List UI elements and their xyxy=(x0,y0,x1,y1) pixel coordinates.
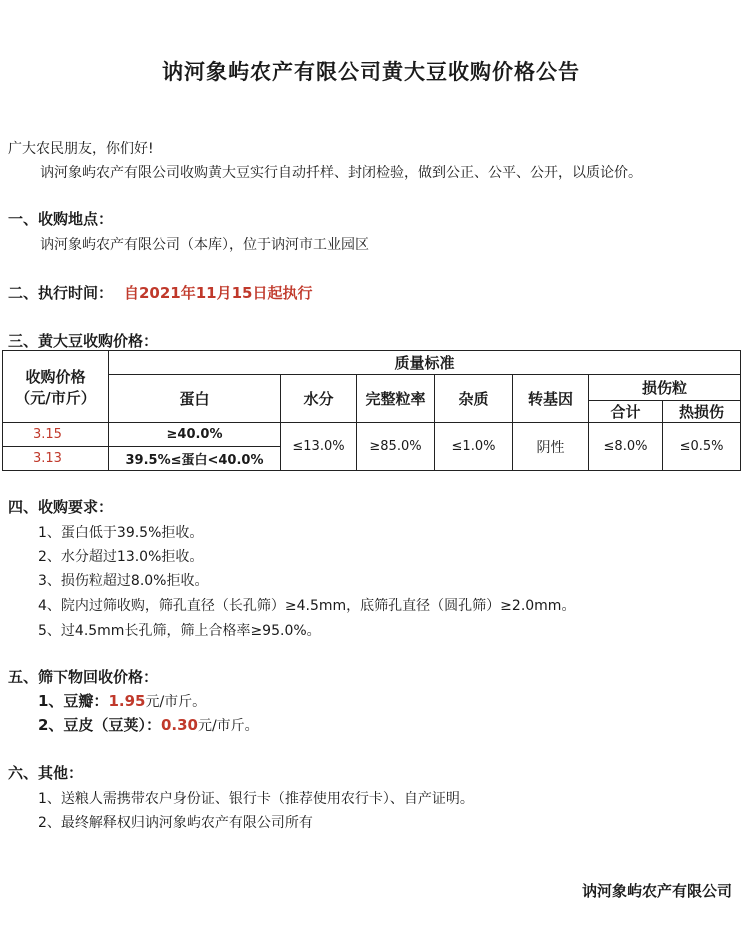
impurity-header: 杂质 xyxy=(435,375,513,423)
byproduct-item-bean-hull xyxy=(38,714,259,735)
price-column-header xyxy=(3,351,109,423)
requirement-item: 2、水分超过13.0%拒收。 xyxy=(38,549,204,565)
byproduct-label: 2、豆皮（豆荚）： xyxy=(38,716,161,734)
requirement-item: 1、蛋白低于39.5%拒收。 xyxy=(38,525,204,541)
price-header-line-1: 收购价格 xyxy=(25,367,86,386)
protein-value: ≥40.0% xyxy=(109,423,281,447)
purchase-location-text: 讷河象屿农产有限公司（本库），位于讷河市工业园区 xyxy=(40,237,369,253)
heat-damage-value: ≤0.5% xyxy=(663,423,741,471)
damaged-kernel-header: 损伤粒 xyxy=(589,375,741,401)
requirement-item: 3、损伤粒超过8.0%拒收。 xyxy=(38,573,209,589)
gmo-header: 转基因 xyxy=(513,375,589,423)
damaged-total-header: 合计 xyxy=(589,401,663,423)
quality-standard-header: 质量标准 xyxy=(109,351,741,375)
gmo-value: 阴性 xyxy=(513,423,589,471)
moisture-header: 水分 xyxy=(281,375,357,423)
section-byproduct-price-heading: 五、筛下物回收价格： xyxy=(8,668,159,686)
price-table xyxy=(2,350,741,471)
page-title: 讷河象屿农产有限公司黄大豆收购价格公告 xyxy=(162,60,580,84)
byproduct-unit: 元/市斤。 xyxy=(197,718,259,734)
protein-header: 蛋白 xyxy=(109,375,281,423)
section-other-heading: 六、其他： xyxy=(8,764,84,782)
price-value: 3.15 xyxy=(3,423,109,447)
requirement-item: 4、院内过筛收购，筛孔直径（长孔筛）≥4.5mm，底筛孔直径（圆孔筛）≥2.0mm。 xyxy=(38,598,576,614)
impurity-value: ≤1.0% xyxy=(435,423,513,471)
section-execution-time-heading: 二、执行时间： xyxy=(8,284,114,302)
section-price-heading: 三、黄大豆收购价格： xyxy=(8,332,159,350)
byproduct-label: 1、豆瓣： xyxy=(38,692,109,710)
byproduct-unit: 元/市斤。 xyxy=(145,694,207,710)
byproduct-price: 1.95 xyxy=(108,692,146,710)
heat-damage-header: 热损伤 xyxy=(663,401,741,423)
byproduct-item-bean-flap xyxy=(38,690,206,711)
section-purchase-location-heading: 一、收购地点： xyxy=(8,210,114,228)
price-value: 3.13 xyxy=(3,447,109,471)
requirement-item: 5、过4.5mm长孔筛，筛上合格率≥95.0%。 xyxy=(38,623,321,639)
protein-value: 39.5%≤蛋白<40.0% xyxy=(109,447,281,471)
damaged-total-value: ≤8.0% xyxy=(589,423,663,471)
intro-text: 讷河象屿农产有限公司收购黄大豆实行自动扦样、封闭检验，做到公正、公平、公开，以质论价。 xyxy=(40,165,642,181)
company-signature: 讷河象屿农产有限公司 xyxy=(581,882,732,900)
other-item: 2、最终解释权归讷河象屿农产有限公司所有 xyxy=(38,815,313,831)
intact-rate-value: ≥85.0% xyxy=(357,423,435,471)
other-item: 1、送粮人需携带农户身份证、银行卡（推荐使用农行卡）、自产证明。 xyxy=(38,791,474,807)
byproduct-price: 0.30 xyxy=(160,716,198,734)
moisture-value: ≤13.0% xyxy=(281,423,357,471)
execution-date: 自2021年11月15日起执行 xyxy=(124,284,313,302)
section-requirements-heading: 四、收购要求： xyxy=(8,498,114,516)
intact-rate-header: 完整粒率 xyxy=(357,375,435,423)
price-header-line-2: （元/市斤） xyxy=(15,388,96,407)
greeting: 广大农民朋友，你们好! xyxy=(8,141,154,157)
